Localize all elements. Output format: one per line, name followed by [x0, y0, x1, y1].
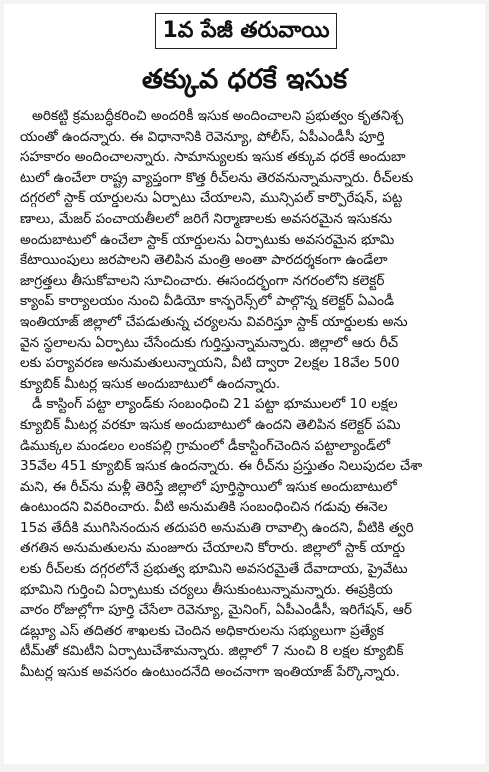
- article-line: 35వేల 451 క్యూబిక్ ఇసుక ఉందన్నారు. ఈ రీచ్‌ను ప్రస్తుతం నిలుపుదల చేశా: [20, 458, 423, 475]
- article-line: 15వ తేదీకి ముగిసినందున తదుపరి అనుమతి రావాల్సి ఉందని, వీటికి త్వరి: [20, 519, 414, 536]
- article-line: క్యూబిక్ మీటర్ల వరకూ ఇసుక అందుబాటులో ఉందని తెలిపిన కలెక్టర్ పమి: [20, 416, 401, 433]
- article-line: జాగ్రత్తలు తీసుకోవాలని సూచించారు. ఈసందర్భంగా నగరంలోని కలెక్టర్: [20, 272, 385, 289]
- article-line: సహకారం అందించాలన్నారు. సామాన్యులకు ఇసుక తక్కువ ధరకే అందుబా: [20, 149, 406, 166]
- article-line: ణాలు, మేజర్ పంచాయతీలలో జరిగే నిర్మాణాలకు అవసరమైన ఇసుకను: [20, 210, 393, 227]
- article-line: లకు రీచ్‌లకు దగ్గరలోనే ప్రభుత్వ భూమిని అవసరమైతే దేవాదాయ, ప్రైవేటు: [20, 561, 408, 578]
- newspaper-clipping: [4, 4, 485, 764]
- article-line: అరికట్టి క్రమబద్ధీకరించి అందరికీ ఇసుక అందించాలని ప్రభుత్వం కృతనిశ్చ: [32, 108, 404, 124]
- article-line: టీమ్‌తో కమిటీని ఏర్పాటుచేశామన్నారు. జిల్లాలో 7 నుంచి 8 లక్షల క్యూబిక్: [20, 643, 404, 660]
- article-headline: తక్కువ ధరకే ఇసుక: [141, 64, 348, 95]
- article-line: డబ్ల్యూ ఎస్ తదితర శాఖలకు చెందిన అధికారులను సభ్యులుగా ప్రత్యేక: [20, 622, 384, 639]
- continued-from-label: 1వ పేజీ తరువాయి: [155, 13, 337, 49]
- article-line: మని, ఈ రీచ్‌ను మళ్లీ తెరిస్తే జిల్లాలో పూర్తిస్థాయిలో ఇసుక అందుబాటులో: [20, 478, 397, 495]
- article-line: తగతిన అనుమతులను మంజూరు చేయాలని కోరారు. జిల్లాలో స్టాక్ యార్డు: [20, 540, 406, 557]
- article-line: ఇంతియాజ్ జిల్లాలో చేపడుతున్న చర్యలను వివరిస్తూ స్టాక్ యార్డులకు అను: [20, 313, 408, 330]
- article-line: వారం రోజుల్లోగా పూర్తి చేసేలా రెవెన్యూ, మైనింగ్, ఏపీఎండీసీ, ఇరిగేషన్, ఆర్: [20, 602, 412, 619]
- article-line: డీ కాస్టింగ్ పట్టా ల్యాండ్‌కు సంబంధించి 21 పట్టా భూములలో 10 లక్షల: [32, 396, 398, 413]
- article-line: క్యాంప్ కార్యాలయం నుంచి వీడియో కాన్ఫరెన్స్‌లో పాల్గొన్న కలెక్టర్ ఏఎండీ: [20, 293, 395, 310]
- article-line: వైన స్థలాలను ఏర్పాటు చేసేందుకు గుర్తిస్తున్నామన్నారు. జిల్లాలో ఆరు రీచ్: [20, 334, 399, 351]
- article-line: ఉంటుందని వివరించారు. వీటి అనుమతికి సంబంధించిన గడువు ఈనెల: [20, 499, 388, 516]
- article-line: టులో ఉంచేలా రాష్ట్ర వ్యాప్తంగా కొత్త రీచ్‌లను తెరవనున్నామన్నారు. రీచ్‌లకు: [20, 169, 414, 186]
- article-body: [20, 106, 474, 683]
- article-line: కేటాయింపులు జరపాలని తెలిపిన మంత్రి అంతా పారదర్శకంగా ఉండేలా: [20, 252, 388, 269]
- article-line: క్యూబిక్ మీటర్ల ఇసుక అందుబాటులో ఉందన్నారు.: [20, 375, 281, 392]
- article-line: మీటర్ల ఇసుక అవసరం ఉంటుందనేది అంచనాగా ఇంతియాజ్ పేర్కొన్నారు.: [20, 664, 400, 681]
- article-line: భూమిని గుర్తించి ఏర్పాటుకు చర్యలు తీసుకుంటున్నామన్నారు. ఈప్రక్రియ: [20, 581, 393, 598]
- article-line: అందుబాటులో ఉంచేలా స్టాక్ యార్డులను ఏర్పాటుకు అవసరమైన భూమి: [20, 231, 395, 248]
- article-line: లకు పర్యావరణ అనుమతులున్నాయని, వీటి ద్వారా 2లక్షల 18వేల 500: [20, 355, 400, 372]
- article-line: యంతో ఉందన్నారు. ఈ విధానానికి రెవెన్యూ, పోలీస్, ఏపీఎండీసీ పూర్తి: [20, 128, 385, 145]
- article-line: దగ్గరలో స్టాక్ యార్డులను ఏర్పాటు చేయాలని, మున్సిపల్ కార్పొరేషన్, పట్ట: [20, 190, 403, 207]
- article-line: డిముక్కల మండలం లంకపల్లి గ్రామంలో డీకాస్టింగ్‌చెందిన పట్టాల్యాండ్‌లో: [20, 437, 391, 454]
